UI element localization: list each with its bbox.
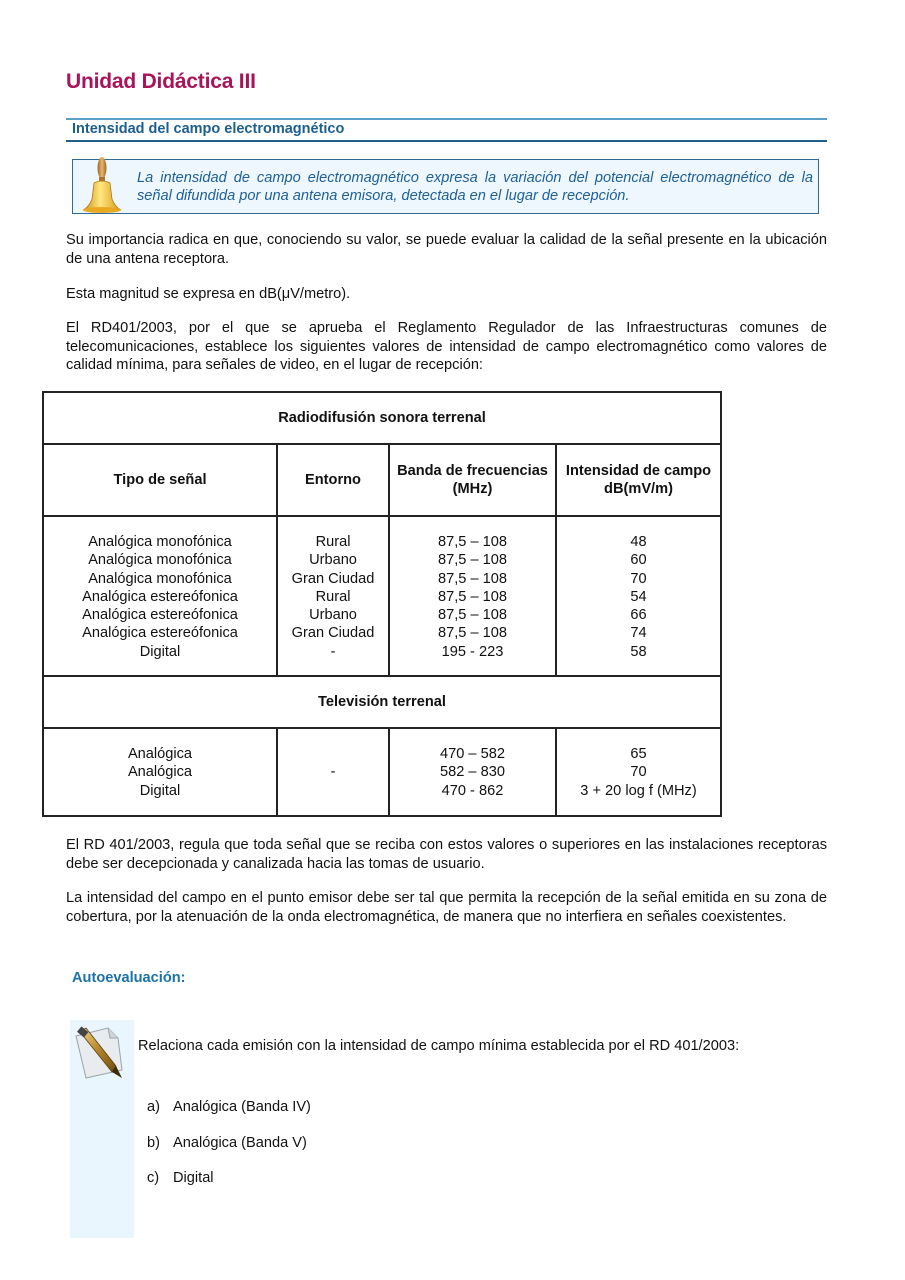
column-header-tipo: Tipo de señal — [43, 444, 277, 516]
radio-tipo-cell — [43, 516, 277, 676]
tv-entorno-cell: - — [277, 728, 389, 816]
bell-icon — [81, 155, 123, 215]
radio-intensidad-5: 66 — [630, 607, 647, 624]
field-strength-table — [42, 391, 722, 817]
radio-entorno-4: Rural — [315, 588, 351, 605]
radio-tipo-1: Analógica monofónica — [88, 534, 232, 550]
radio-banda-cell — [389, 516, 556, 676]
radio-intensidad-1: 48 — [630, 534, 647, 550]
radio-banda-3: 87,5 – 108 — [438, 570, 507, 587]
tv-tipo-1: Analógica — [127, 746, 193, 763]
paragraph-regulation: El RD401/2003, por el que se aprueba el Reglamento Regulador de las Infraestructuras comunes de telecomunicaciones, establece los siguientes valores de intensidad de campo electromagnético como valores de calidad mínima, para señales de video, en el lugar de recepción: — [66, 320, 827, 373]
tv-banda-cell — [389, 728, 556, 816]
radio-intensidad-2: 60 — [630, 552, 647, 569]
intensidad-header-line2: dB(mV/m) — [604, 481, 673, 497]
radio-intensidad-3: 70 — [630, 570, 647, 587]
tv-tipo-2: Analógica — [127, 764, 193, 781]
section-title: Intensidad del campo electromagnético — [72, 121, 345, 137]
definition-text: La intensidad de campo electromagnético expresa la variación del potencial electromagnético de la señal difundida por una antena emisora, detectada en el lugar de recepción. — [137, 170, 813, 204]
radio-entorno-1: Rural — [315, 534, 351, 550]
tv-tipo-cell — [43, 728, 277, 816]
definition-note — [72, 159, 819, 214]
option-a-text: Analógica (Banda IV) — [173, 1099, 311, 1115]
radio-tipo-6: Analógica estereófonica — [82, 625, 238, 642]
radio-entorno-cell — [277, 516, 389, 676]
option-c-text: Digital — [173, 1170, 214, 1186]
unit-title: Unidad Didáctica III — [66, 70, 256, 93]
radio-entorno-2: Urbano — [309, 552, 357, 569]
tv-section-title: Televisión terrenal — [43, 676, 721, 728]
radio-entorno-6: Gran Ciudad — [291, 625, 375, 642]
tv-intensidad-cell — [556, 728, 721, 816]
radio-banda-2: 87,5 – 108 — [438, 552, 507, 569]
option-a-label: a) — [147, 1099, 160, 1115]
paragraph-importance: Su importancia radica en que, conociendo su valor, se puede evaluar la calidad de la señal presente en la ubicación de una antena receptora. — [66, 232, 827, 267]
radio-entorno-7: - — [330, 643, 336, 660]
radio-intensidad-6: 74 — [630, 625, 647, 642]
paragraph-emitter: La intensidad del campo en el punto emisor debe ser tal que permita la recepción de la señal emitida en su zona de cobertura, por la atenuación de la onda electromagnética, de manera que no interfiera en señales coexistentes. — [66, 890, 827, 925]
radio-intensidad-cell — [556, 516, 721, 676]
radio-tipo-4: Analógica estereófonica — [82, 588, 238, 605]
exercise-options — [147, 1099, 311, 1206]
radio-entorno-3: Gran Ciudad — [291, 570, 375, 587]
pen-document-icon — [70, 1022, 134, 1082]
paragraph-reception: El RD 401/2003, regula que toda señal que se reciba con estos valores o superiores en las instalaciones receptoras debe ser decepcionada y canalizada hacia las tomas de usuario. — [66, 837, 827, 872]
radio-tipo-3: Analógica monofónica — [88, 570, 232, 587]
tv-data-row — [43, 728, 721, 816]
radio-tipo-5: Analógica estereófonica — [82, 607, 238, 624]
tv-banda-2: 582 – 830 — [440, 764, 505, 781]
option-b-label: b) — [147, 1134, 160, 1151]
column-header-intensidad — [556, 444, 721, 516]
radio-banda-6: 87,5 – 108 — [438, 625, 507, 642]
radio-banda-7: 195 - 223 — [441, 643, 504, 660]
option-b-text: Analógica (Banda V) — [173, 1134, 307, 1151]
option-a — [147, 1099, 311, 1135]
tv-tipo-3: Digital — [139, 782, 181, 799]
radio-banda-5: 87,5 – 108 — [438, 607, 507, 624]
tv-intensidad-1: 65 — [630, 746, 647, 763]
banda-header-line2: (MHz) — [452, 481, 493, 497]
option-c — [147, 1170, 311, 1206]
option-b — [147, 1135, 311, 1171]
exercise-question: Relaciona cada emisión con la intensidad de campo mínima establecida por el RD 401/2003: — [138, 1038, 740, 1054]
radio-banda-1: 87,5 – 108 — [438, 534, 507, 550]
column-header-entorno: Entorno — [277, 444, 389, 516]
radio-banda-4: 87,5 – 108 — [438, 588, 507, 605]
radio-intensidad-7: 58 — [630, 643, 647, 660]
option-c-label: c) — [147, 1170, 160, 1186]
radio-tipo-7: Digital — [139, 643, 181, 660]
tv-intensidad-3: 3 + 20 log f (MHz) — [580, 782, 697, 799]
banda-header-line1: Banda de frecuencias — [397, 463, 548, 479]
radio-tipo-2: Analógica monofónica — [88, 552, 232, 569]
radio-data-row — [43, 516, 721, 676]
intensidad-header-line1: Intensidad de campo — [565, 463, 712, 479]
exercise-sidebar — [70, 1020, 134, 1238]
tv-banda-3: 470 - 862 — [441, 782, 504, 799]
section-header — [66, 118, 827, 142]
paragraph-units: Esta magnitud se expresa en dB(μV/metro). — [66, 286, 351, 302]
radio-intensidad-4: 54 — [630, 588, 647, 605]
tv-banda-1: 470 – 582 — [440, 746, 505, 763]
radio-entorno-5: Urbano — [309, 607, 357, 624]
radio-section-title: Radiodifusión sonora terrenal — [43, 392, 721, 444]
column-header-banda — [389, 444, 556, 516]
tv-intensidad-2: 70 — [630, 764, 647, 781]
autoevaluation-title: Autoevaluación: — [72, 970, 186, 986]
